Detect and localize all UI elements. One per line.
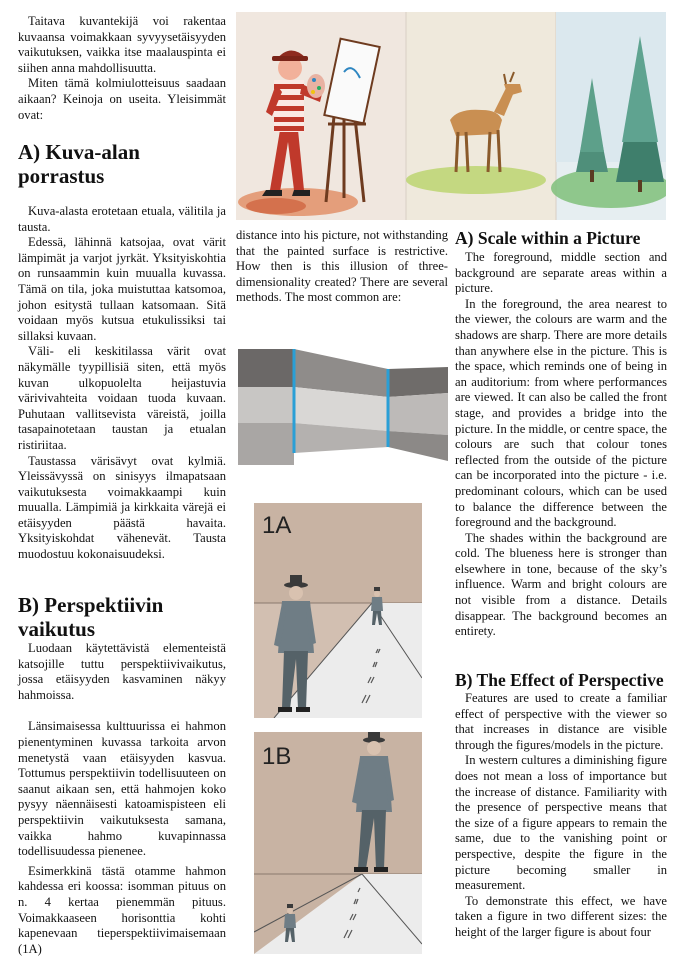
english-paragraph: Features are used to create a familiar effect of perspective with the viewer so that increases in distance are visible through the figures/models in the picture.	[455, 691, 667, 752]
finnish-heading-a	[18, 140, 226, 188]
english-paragraph: In western cultures a diminishing figure does not mean a loss of importance but the increase of distance. Familiarity with the presence of perspective means that the size of a figure appears to remain the same, due to the vanishing point or perspective, despite the figure in the picture becoming smaller in measurement.	[455, 753, 667, 893]
finnish-intro-paragraph: Taitava kuvantekijä voi rakentaa kuvaansa voimakkaan syvyysetäisyyden vaikutuksen, vaikka itse maalauspinta ei siihen anna mahdollisuutta.	[18, 14, 226, 75]
finnish-heading-b	[18, 593, 226, 641]
english-intro-continued	[236, 228, 448, 306]
figure-1a	[254, 503, 422, 718]
figure-1b-label: 1B	[262, 743, 292, 770]
back-plane-middle	[388, 393, 448, 435]
back-plane-bottom	[388, 431, 448, 461]
finnish-paragraph: Esimerkkinä tästä otamme hahmon kahdessa eri koossa: isomman pituus on n. 4 kertaa pienemmän pituus. Voimakkaaseen horisonttia kohti kapenevaan tieperspektiivimaisemaan (1A)	[18, 863, 226, 956]
english-section-b-body	[455, 691, 667, 941]
heading-a-line2: porrastus	[18, 164, 105, 188]
english-paragraph: To demonstrate this effect, we have taken a figure in two different sizes: the height of the larger figure is about four	[455, 893, 667, 939]
back-plane-top	[388, 367, 448, 397]
painting-illustration	[236, 12, 666, 220]
heading-b-line1: B) Perspektiivin	[18, 593, 164, 617]
english-paragraph: The shades within the background are cold. The blueness here is stronger than elsewhere in tone, because of the sky’s influence. Warm and bright colours are not visible from a distance. Details disappear. The background becomes an entirety.	[455, 530, 667, 639]
figure-1a-label: 1A	[262, 512, 292, 539]
figure-1b	[254, 732, 422, 954]
depth-planes-diagram	[238, 343, 450, 465]
finnish-paragraph: Taustassa värisävyt ovat kylmiä. Yleissävyssä on sinisyys ilmapatsaan vaikutuksesta voimakkaampi kuin muualla. Lämpimiä ja kirkkaita värejä ei etäisyyden päästä havaita. Yksityiskohdat vähenevät. Tausta muodostuu kokonaisuudeksi.	[18, 453, 226, 562]
english-section-a-body	[455, 250, 667, 640]
heading-b-line2: vaikutus	[18, 617, 96, 641]
finnish-paragraph: Kuva-alasta erotetaan etuala, välitila ja tausta.	[18, 204, 226, 234]
front-plane-top	[238, 349, 294, 387]
finnish-intro-paragraph: Miten tämä kolmiulotteisuus saadaan aikaan? Keinoja on useita. Yleisimmät ovat:	[18, 76, 226, 122]
front-plane-bottom	[238, 423, 294, 465]
finnish-paragraph: Luodaan käytettävistä elementeistä katsojille tuttu perspektiivivaikutus, jossa etäisyyden kasvaminen näkyy hahmoissa.	[18, 641, 226, 702]
finnish-section-a-body	[18, 204, 226, 563]
finnish-section-b-body	[18, 641, 226, 957]
trees	[551, 12, 666, 208]
english-heading-b-text: B) The Effect of Perspective	[455, 670, 664, 690]
finnish-paragraph: Länsimaisessa kulttuurissa ei hahmon pienentyminen kuvassa tarkoita arvon menetystä vaan etäisyyden kasvua. Tottumus perspektiivin todellisuuteen on saanut aikaan sen, että hahmojen koko pysyy näennäisesti katoamispisteen eli perspektiivin vaikutuksesta samana, vaikka hahmo kuvapinnassa todellisuudessa pienenee.	[18, 719, 226, 859]
english-paragraph: The foreground, middle section and background are separate areas within a picture.	[455, 250, 667, 296]
front-plane-middle	[238, 387, 294, 423]
finnish-paragraph: Väli- eli keskitilassa värit ovat näkymälle tyypillisiä siten, että myös kuvan ulkopuolelta heijastuvia värivivahteita voidaan tuoda kuvaan. Puhutaan vallitsevista väreistä, joilla tasapainotetaan taustan ja etualan ristiriitaa.	[18, 344, 226, 452]
heading-a-line1: A) Kuva-alan	[18, 140, 140, 164]
foreground-panel	[236, 12, 406, 220]
english-heading-a-text: A) Scale within a Picture	[455, 228, 641, 248]
finnish-intro	[18, 14, 226, 123]
english-paragraph: In the foreground, the area nearest to the viewer, the colours are warm and the shadows are sharp. There are more details than anywhere else in the picture. This is the space, which reminds one of being in an auditorium: from where performances are viewed. It can also be called the front stage, and provides a bridge into the picture. In the middle, or centre space, the colours are such that colour tones reflected from the outside of the picture can be incorporated into the picture - i.e. predominant colours, which can be used to balance the difference between the foreground and the background.	[455, 296, 667, 530]
english-heading-b	[455, 670, 667, 690]
finnish-paragraph: Edessä, lähinnä katsojaa, ovat värit lämpimät ja varjot jyrkät. Yksityiskohtia on runsaammin kuin muualla kuvassa. Tämä on tila, joka muistuttaa katsomoa, johon esitystä tullaan katsomaan. Sitä voidaan myös kutsua etukulissiksi tai sillaksi kuvaan.	[18, 235, 226, 343]
english-heading-a	[455, 228, 667, 248]
english-intro-paragraph: distance into his picture, not withstanding that the painted surface is restrictive. How then is this illusion of three-dimensionality created? There are several methods. The most common are:	[236, 228, 448, 305]
